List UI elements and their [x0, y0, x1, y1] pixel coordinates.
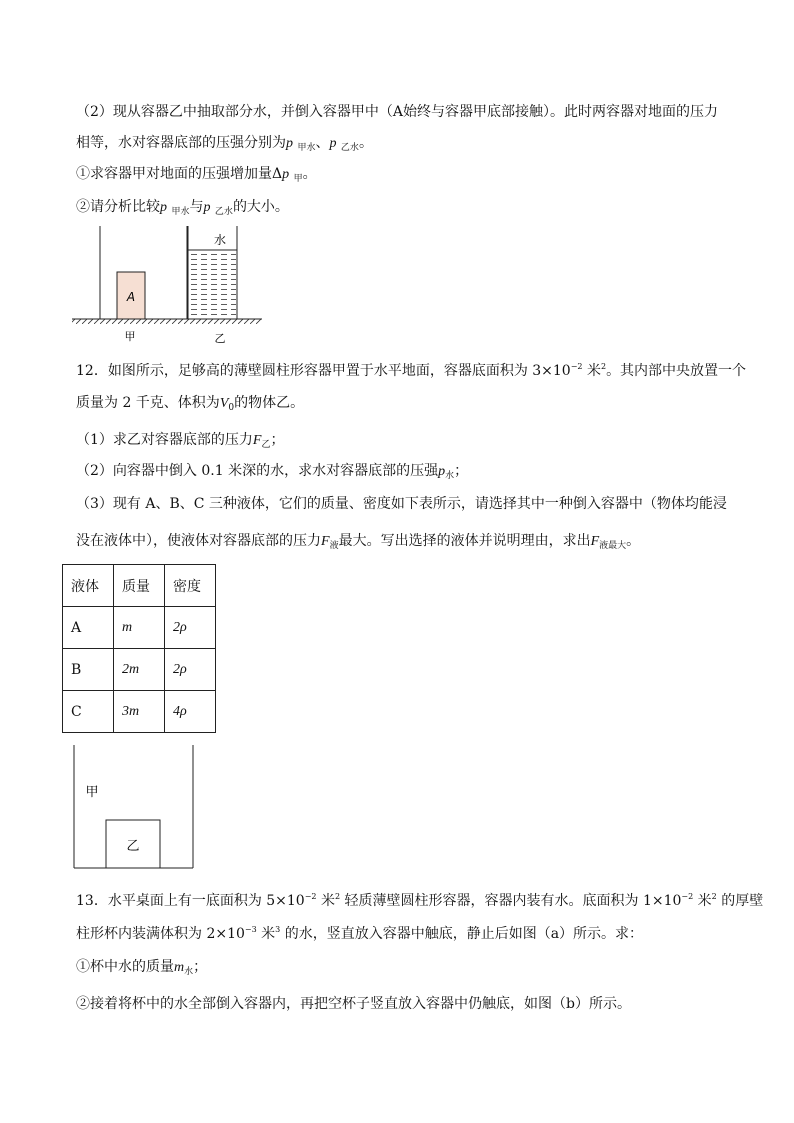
table-cell: 2m: [114, 649, 165, 691]
q11-part2-line1: （2）现从容器乙中抽取部分水，并倒入容器甲中（A始终与容器甲底部接触）。此时两容器对地面的压力: [76, 104, 719, 120]
object-yi-label: 乙: [126, 839, 140, 854]
q11-sub2: ②请分析比较p $_{甲水}$与p $_{乙水}$的大小。: [76, 199, 289, 217]
table-cell: A: [63, 607, 114, 649]
container-jia-label: 甲: [124, 330, 136, 343]
table-cell: 4ρ: [165, 691, 216, 733]
q13-sub2: ②接着将杯中的水全部倒入容器内，再把空杯子竖直放入容器中仍触底，如图（b）所示。: [76, 996, 631, 1012]
table-cell: 3m: [114, 691, 165, 733]
table-cell: 2ρ: [165, 607, 216, 649]
q12-part1: （1）求乙对容器底部的压力$F_乙$；: [76, 432, 285, 450]
table-row: [63, 649, 216, 691]
figure-containers-jia-yi: [70, 222, 270, 347]
table-row: [63, 691, 216, 733]
liquid-table: [62, 564, 216, 733]
q13-line1: 13．水平桌面上有一底面积为 $5\times 10^{-2}$ 米$^2$ 轻质薄壁圆柱形容器，容器内装有水。底面积为 $1\times 10^{-2}$ 米$^2$ 的厚壁: [76, 892, 764, 909]
table-cell: m: [114, 607, 165, 649]
water-body: [189, 250, 236, 318]
table-header-cell: 质量: [114, 565, 165, 607]
figure-container-with-object: [70, 743, 200, 873]
table-row: [63, 607, 216, 649]
container-yi-label: 乙: [214, 332, 226, 345]
table-header-row: [63, 565, 216, 607]
q12-part2: （2）向容器中倒入 0.1 米深的水，求水对容器底部的压强$p_水$；: [76, 463, 469, 481]
q11-part2-line2: 相等，水对容器底部的压强分别为p $_{甲水}$、p $_{乙水}$。: [76, 135, 373, 153]
table-cell: C: [63, 691, 114, 733]
container-jia-label: 甲: [85, 785, 99, 800]
table-header-cell: 密度: [165, 565, 216, 607]
table-cell: 2ρ: [165, 649, 216, 691]
q13-sub1: ①杯中水的质量$m_水$；: [76, 959, 208, 977]
table-cell: B: [63, 649, 114, 691]
q13-line2: 柱形杯内装满体积为 $2\times 10^{-3}$ 米$^3$ 的水，竖直放入容器中触底，静止后如图（a）所示。求：: [76, 925, 644, 942]
q12-line2: 质量为 2 千克、体积为$V_0$的物体乙。: [76, 395, 305, 413]
q12-part3-line2: 没在液体中），使液体对容器底部的压力$F_液$最大。写出选择的液体并说明理由，求出$F_{液最大}$。: [76, 533, 641, 551]
q12-line1: 12．如图所示，足够高的薄壁圆柱形容器甲置于水平地面，容器底面积为 $3\times 10^{-2}$ 米$^2$。其内部中央放置一个: [76, 362, 747, 379]
table-header-cell: 液体: [63, 565, 114, 607]
q12-part3-line1: （3）现有 A、B、C 三种液体，它们的质量、密度如下表所示，请选择其中一种倒入容器中（物体均能浸: [76, 496, 727, 512]
water-label: 水: [213, 233, 227, 247]
block-a-label: A: [126, 290, 136, 304]
ground-hatch: [72, 319, 262, 324]
q11-sub1: ①求容器甲对地面的压强增加量Δp $_甲$。: [76, 166, 317, 184]
